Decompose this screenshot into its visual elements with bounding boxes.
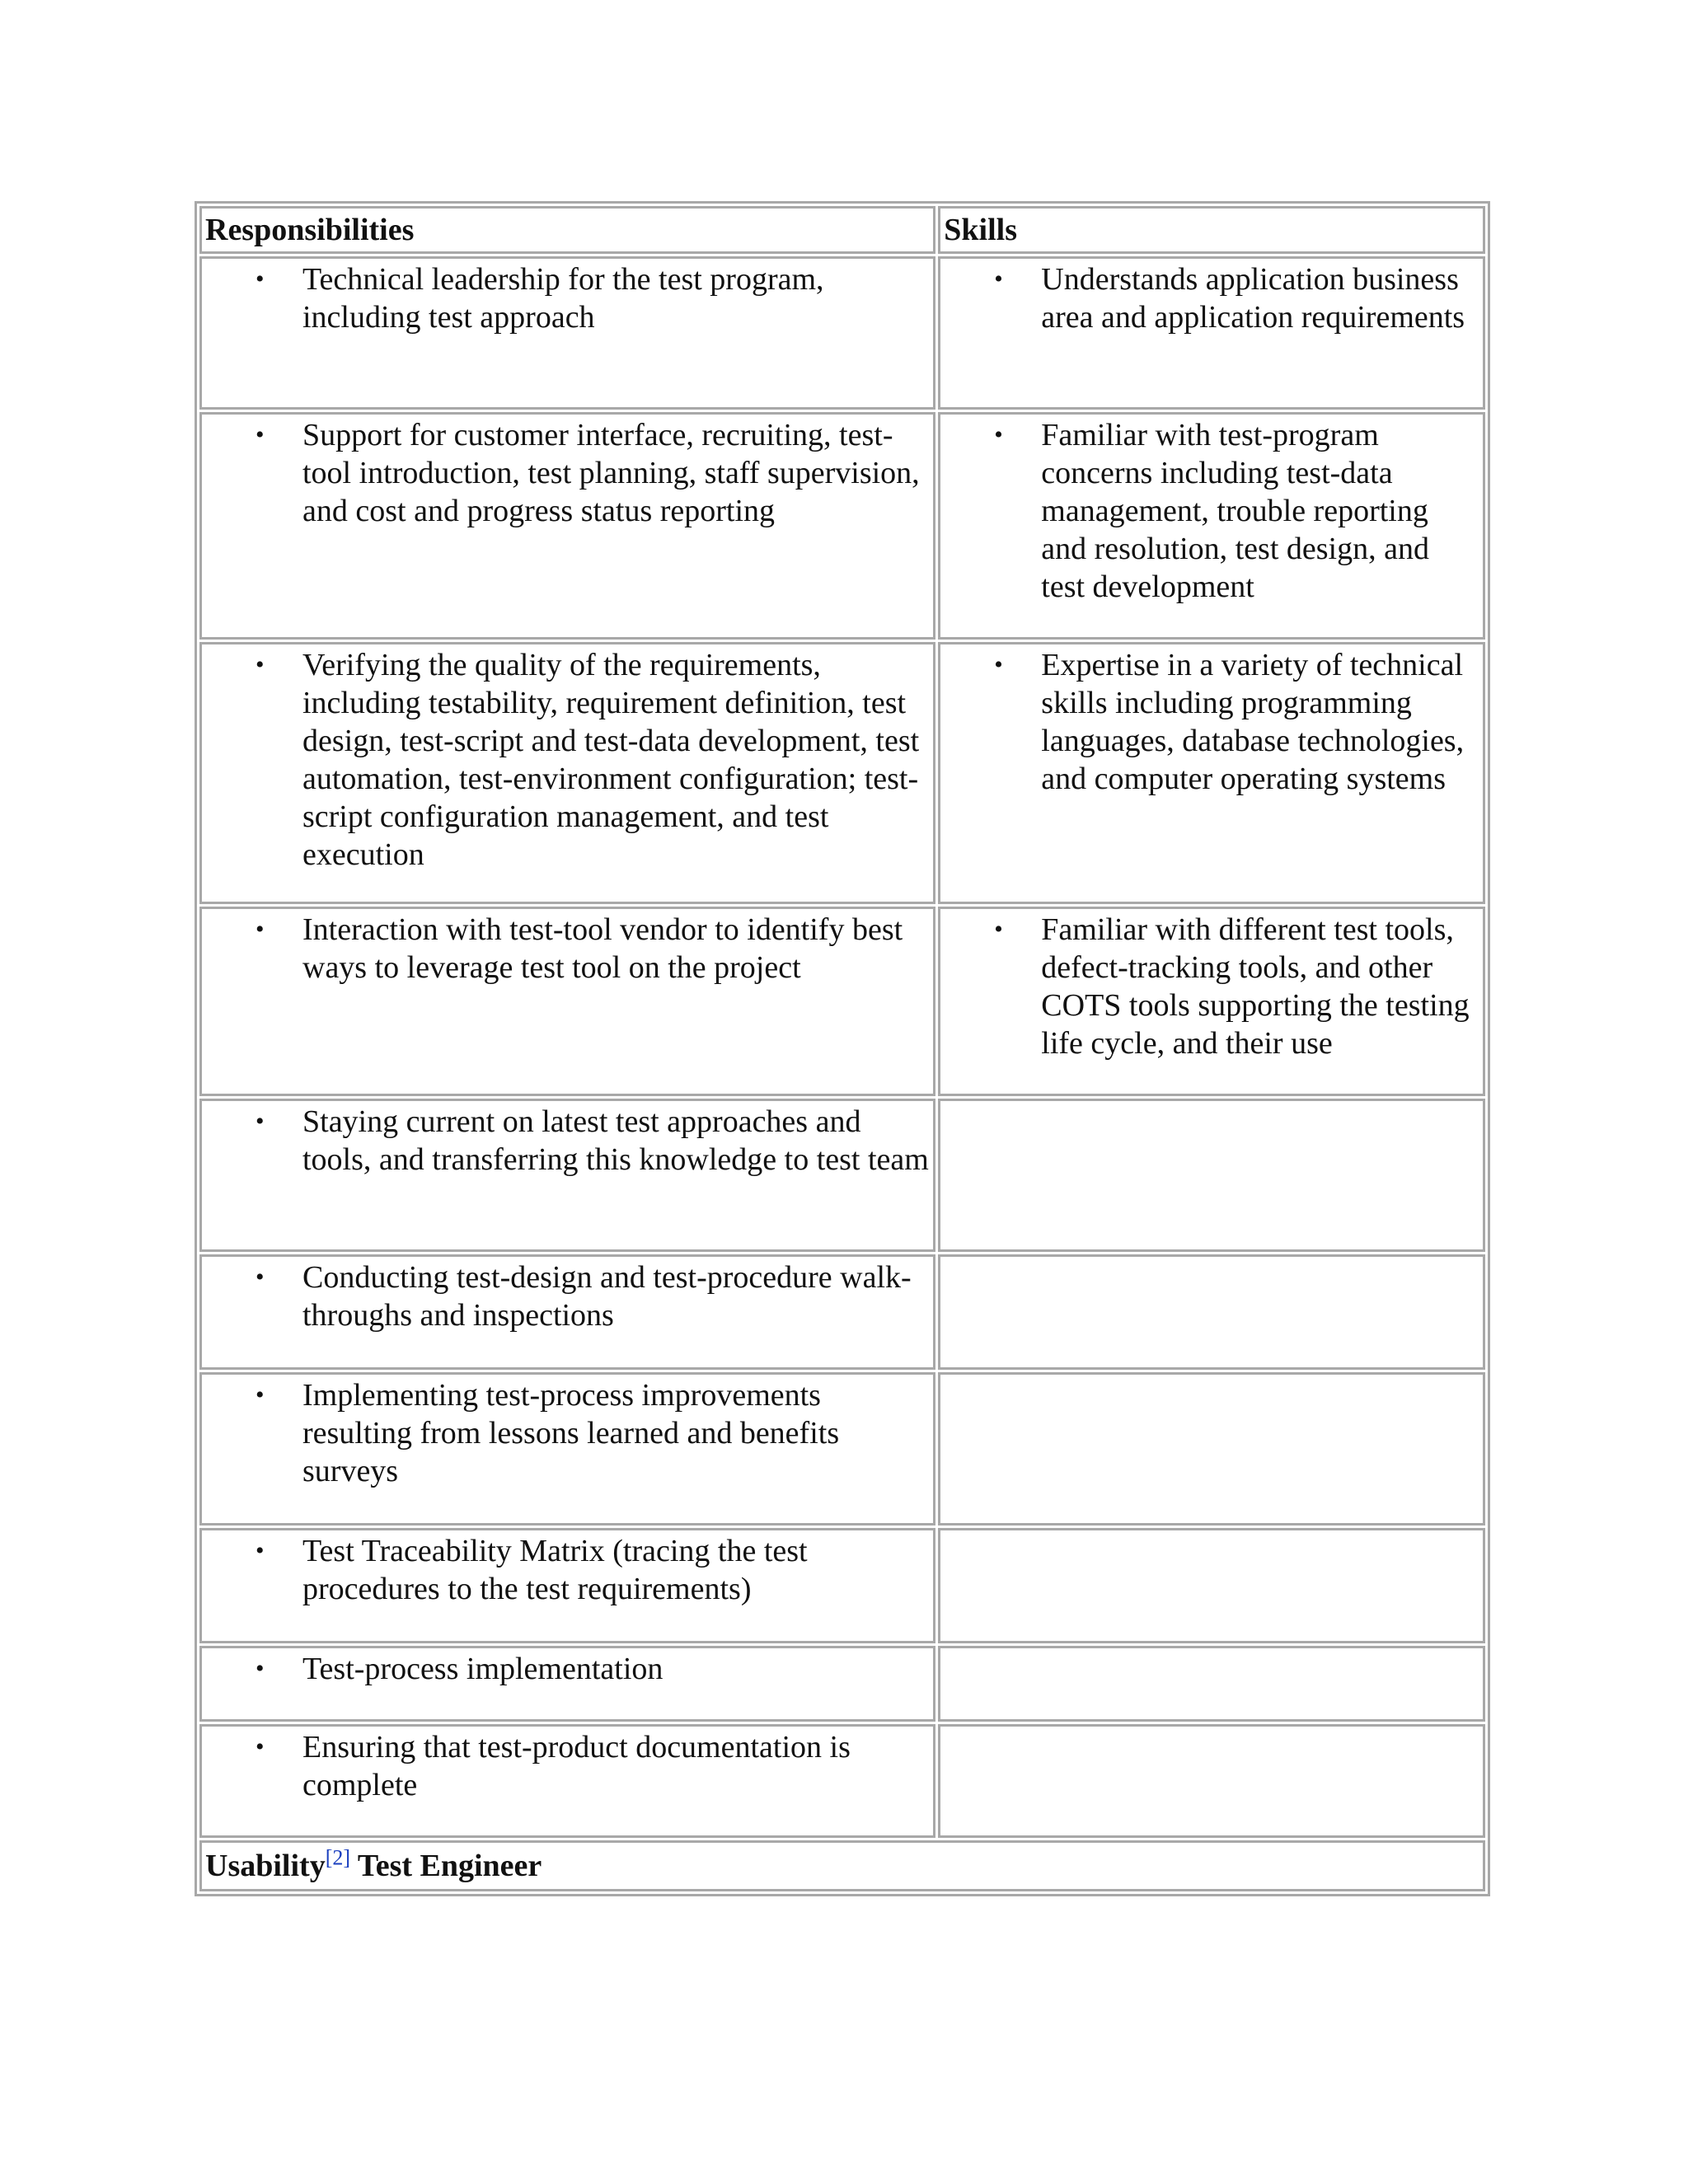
responsibility-list-item: [205, 1650, 930, 1688]
skill-cell: [938, 1724, 1485, 1838]
bullet-icon: •: [256, 916, 265, 943]
usability-label: Usability: [205, 1849, 326, 1883]
roles-table: [195, 201, 1490, 1896]
footnote-link[interactable]: [2]: [325, 1845, 351, 1870]
bullet-icon: •: [994, 421, 1003, 448]
responsibility-list-item: [205, 1258, 930, 1334]
responsibility-cell: [199, 256, 935, 410]
skill-cell: [938, 1528, 1485, 1643]
skill-text: Familiar with different test tools, defect-tracking tools, and other COTS tools supporting the testing life cycle, and their use: [1041, 912, 1470, 1061]
table-row: [199, 1254, 1485, 1370]
skill-cell: [938, 256, 1485, 410]
responsibility-list-item: [205, 416, 930, 530]
test-engineer-label: Test Engineer: [350, 1849, 542, 1883]
bullet-icon: •: [256, 1381, 265, 1408]
skill-list: [944, 416, 1479, 606]
responsibility-text: Verifying the quality of the requirements, including testability, requirement definition, test design, test-script and test-data development, test automation, test-environment configuration; test-script configuration management, and test execution: [302, 648, 920, 872]
skill-cell: [938, 1646, 1485, 1722]
skill-list-item: [944, 416, 1479, 606]
skill-text: Familiar with test-program concerns including test-data management, trouble reporting and resolution, test design, and test development: [1041, 418, 1429, 604]
table-row: [199, 1646, 1485, 1722]
responsibility-text: Technical leadership for the test program, including test approach: [302, 262, 824, 335]
responsibility-list-item: [205, 1376, 930, 1490]
bullet-icon: •: [256, 1655, 265, 1682]
skill-list: [944, 911, 1479, 1062]
responsibility-cell: [199, 1528, 935, 1643]
responsibility-list: [205, 1532, 930, 1608]
responsibility-list: [205, 646, 930, 874]
bullet-icon: •: [256, 1108, 265, 1135]
skill-text: Expertise in a variety of technical skills including programming languages, database technologies, and computer operating systems: [1041, 648, 1465, 796]
bullet-icon: •: [256, 1263, 265, 1291]
responsibility-text: Interaction with test-tool vendor to identify best ways to leverage test tool on the project: [302, 912, 903, 985]
table-row: [199, 642, 1485, 904]
responsibility-cell: [199, 1724, 935, 1838]
responsibility-list: [205, 911, 930, 987]
responsibility-cell: [199, 412, 935, 640]
skill-list: [944, 646, 1479, 798]
responsibility-list: [205, 1728, 930, 1804]
responsibility-list: [205, 416, 930, 530]
bullet-icon: •: [256, 265, 265, 293]
responsibility-text: Conducting test-design and test-procedure walk-throughs and inspections: [302, 1260, 912, 1333]
table-body: [199, 256, 1485, 1838]
responsibilities-header: Responsibilities: [199, 206, 935, 254]
skill-list-item: [944, 646, 1479, 798]
skill-cell: [938, 1254, 1485, 1370]
responsibility-list-item: [205, 911, 930, 987]
skill-cell: [938, 642, 1485, 904]
bullet-icon: •: [256, 421, 265, 448]
responsibility-cell: [199, 1254, 935, 1370]
responsibility-cell: [199, 1372, 935, 1526]
responsibility-text: Test Traceability Matrix (tracing the test procedures to the test requirements): [302, 1534, 808, 1606]
skill-list-item: [944, 260, 1479, 336]
skill-list-item: [944, 911, 1479, 1062]
bullet-icon: •: [256, 1733, 265, 1760]
table-row: [199, 1724, 1485, 1838]
responsibility-text: Support for customer interface, recruiting, test-tool introduction, test planning, staff supervision, and cost and progress status reporting: [302, 418, 920, 528]
responsibility-text: Test-process implementation: [302, 1652, 663, 1686]
responsibility-cell: [199, 642, 935, 904]
responsibility-cell: [199, 1099, 935, 1252]
responsibility-list-item: [205, 1532, 930, 1608]
table-row: [199, 1372, 1485, 1526]
table-row: [199, 907, 1485, 1096]
skill-cell: [938, 907, 1485, 1096]
table-row: [199, 412, 1485, 640]
responsibility-list-item: [205, 1728, 930, 1804]
responsibility-list: [205, 260, 930, 336]
responsibility-cell: [199, 1646, 935, 1722]
responsibility-text: Ensuring that test-product documentation is complete: [302, 1730, 851, 1802]
responsibility-cell: [199, 907, 935, 1096]
responsibility-text: Implementing test-process improvements resulting from lessons learned and benefits surveys: [302, 1378, 840, 1488]
table-header-row: [199, 206, 1485, 254]
responsibility-list: [205, 1376, 930, 1490]
table-row: [199, 256, 1485, 410]
responsibility-list-item: [205, 1103, 930, 1179]
usability-test-engineer-heading: [199, 1840, 1485, 1891]
bullet-icon: •: [256, 651, 265, 678]
skill-cell: [938, 1099, 1485, 1252]
responsibility-text: Staying current on latest test approaches and tools, and transferring this knowledge to test team: [302, 1104, 929, 1177]
section-footer-row: [199, 1840, 1485, 1891]
skills-header: Skills: [938, 206, 1485, 254]
table-row: [199, 1099, 1485, 1252]
bullet-icon: •: [994, 916, 1003, 943]
bullet-icon: •: [994, 651, 1003, 678]
responsibility-list-item: [205, 260, 930, 336]
table-row: [199, 1528, 1485, 1643]
skill-text: Understands application business area and application requirements: [1041, 262, 1465, 335]
responsibility-list: [205, 1258, 930, 1334]
skill-cell: [938, 412, 1485, 640]
bullet-icon: •: [256, 1537, 265, 1564]
skill-list: [944, 260, 1479, 336]
responsibility-list-item: [205, 646, 930, 874]
bullet-icon: •: [994, 265, 1003, 293]
responsibility-list: [205, 1103, 930, 1179]
responsibility-list: [205, 1650, 930, 1688]
skill-cell: [938, 1372, 1485, 1526]
